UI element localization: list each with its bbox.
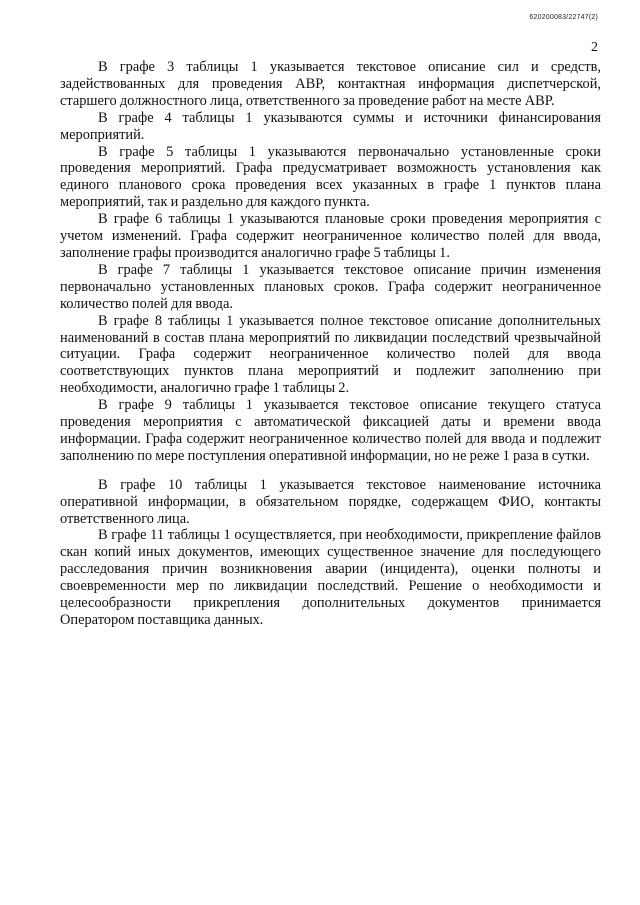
paragraph-column-11: В графе 11 таблицы 1 осуществляется, при необходимости, прикрепление файлов скан копий иных документов, имеющих существенное значение для последующего расследования причин возникновения аварии (инцидента), оценки полноты и своевременности мер по ликвидации последствий. Решение о необходимости и целесообразности прикрепления дополнительных документов принимается Оператором поставщика данных.: [60, 527, 601, 628]
paragraph-column-10: В графе 10 таблицы 1 указывается текстовое наименование источника оперативной информации, в обязательном порядке, содержащем ФИО, контакты ответственного лица.: [60, 476, 601, 527]
document-id: 620200083/22747(2): [529, 14, 598, 21]
paragraph-column-9: В графе 9 таблицы 1 указывается текстовое описание текущего статуса проведения мероприятия с автоматической фиксацией даты и времени ввода информации. Графа содержит неограниченное количество полей для ввода и подлежит заполнению по мере поступления оперативной информации, но не реже 1 раза в сутки.: [60, 397, 601, 464]
paragraph-column-4: В графе 4 таблицы 1 указываются суммы и источники финансирования мероприятий.: [60, 109, 601, 143]
document-body: [60, 59, 601, 629]
page-number: 2: [591, 40, 598, 55]
paragraph-column-5: В графе 5 таблицы 1 указываются первоначально установленные сроки проведения мероприятий. Графа предусматривает возможность установления как единого планового срока проведения всех указанных в графе 1 пунктов плана мероприятий, так и раздельно для каждого пункта.: [60, 143, 601, 211]
paragraph-column-7: В графе 7 таблицы 1 указывается текстовое описание причин изменения первоначально установленных плановых сроков. Графа содержит неограниченное количество полей для ввода.: [60, 261, 601, 312]
paragraph-column-6: В графе 6 таблицы 1 указываются плановые сроки проведения мероприятия с учетом изменений. Графа содержит неограниченное количество полей для ввода, заполнение графы производится аналогично графе 5 таблицы 1.: [60, 211, 601, 261]
paragraph-column-8: В графе 8 таблицы 1 указывается полное текстовое описание дополнительных наименований в состав плана мероприятий по ликвидации последствий чрезвычайной ситуации. Графа содержит неограниченное количество полей для ввода соответствующих пунктов плана мероприятий и подлежит заполнению при необходимости, аналогично графе 1 таблицы 2.: [60, 312, 601, 397]
paragraph-column-3: В графе 3 таблицы 1 указывается текстовое описание сил и средств, задействованных для проведения АВР, контактная информация диспетчерской, старшего должностного лица, ответственного за проведение работ на месте АВР.: [60, 59, 601, 109]
